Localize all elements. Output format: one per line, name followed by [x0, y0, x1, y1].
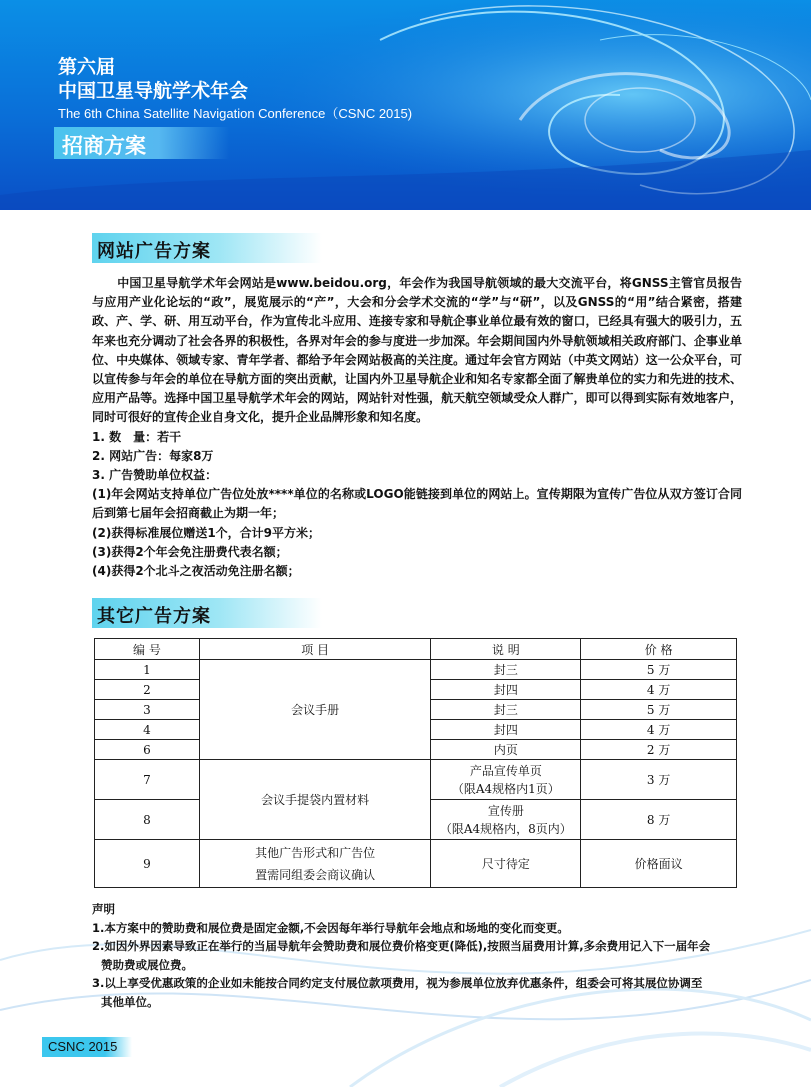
description-line: 产品宣传单页: [469, 763, 542, 778]
table-row: [95, 760, 737, 800]
item-line: 其他广告形式和广告位: [255, 845, 376, 860]
cell-number: 2: [95, 680, 200, 700]
note-item: 1.本方案中的赞助费和展位费是固定金额,不会因每年举行导航年会地点和场地的变化而变更。: [92, 920, 569, 935]
cell-price: 5 万: [581, 660, 737, 680]
ads-pricing-table: [94, 638, 737, 888]
header-number: 编 号: [95, 639, 200, 660]
cell-price: 2 万: [581, 740, 737, 760]
cell-description: 封四: [431, 680, 581, 700]
list-item: (1)年会网站支持单位广告位处放****单位的名称或LOGO能链接到单位的网站上。宣传期限为宣传广告位从双方签订合同后到第七届年会招商截止为期一年；: [92, 487, 742, 521]
cell-price: 8 万: [581, 800, 737, 840]
section-title-label: 其它广告方案: [97, 606, 211, 627]
cell-item: [199, 840, 431, 888]
table-header-row: [95, 639, 737, 660]
cell-number: 7: [95, 760, 200, 800]
description-line: （限A4规格内，8页内）: [439, 821, 572, 836]
document-tag: [54, 127, 229, 159]
note-item-continued: 其他单位。: [101, 994, 159, 1009]
document-tag-label: 招商方案: [62, 134, 146, 158]
cell-item-group: 会议手册: [199, 660, 431, 760]
cell-number: 6: [95, 740, 200, 760]
notes-heading: 声明: [92, 902, 115, 916]
cell-number: 8: [95, 800, 200, 840]
footer-label-bar: [42, 1037, 132, 1057]
list-item: (3)获得2个年会免注册费代表名额；: [92, 544, 288, 559]
cell-number: 1: [95, 660, 200, 680]
table-row: [95, 660, 737, 680]
cell-price: 3 万: [581, 760, 737, 800]
cell-price: 4 万: [581, 680, 737, 700]
section-title-website-ads: [92, 233, 322, 263]
cell-number: 9: [95, 840, 200, 888]
website-ads-body: [92, 274, 742, 581]
list-item: 1. 数 量：若干: [92, 429, 182, 444]
intro-paragraph: 中国卫星导航学术年会网站是www.beidou.org，年会作为我国导航领域的最大交流平台，将GNSS主管官员报告与应用产业化论坛的“政”，展览展示的“产”，大会和分会学术交流的“学”与“研”，以及GNSS的“用”结合紧密，搭建政、产、学、研、用互动平台，作为宣传北斗应用、连接专家和导航企事业单位最有效的窗口，已经具有强大的吸引力，五年来也充分调动了社会各界的积极性，各界对年会的参与度进一步加深。年会期间国内外导航领域相关政府部门、企事业单位、中央媒体、领域专家、青年学者、都给予年会网站极高的关注度。通过年会官方网站（中英文网站）这一公众平台，可以宣传参与年会的单位在导航方面的突出贡献，让国内外卫星导航企业和知名专家都全面了解贵单位的实力和先进的技术、应用产品等。选择中国卫星导航学术年会的网站，网站针对性强，航天航空领域受众人群广，即可以得到实际有效地客户，同时可很好的宣传企业自身文化，提升企业品牌形象和知名度。: [92, 276, 742, 425]
list-item: 2. 网站广告：每家8万: [92, 448, 214, 463]
description-line: 宣传册: [487, 803, 524, 818]
disclaimer-notes: [92, 900, 752, 1011]
cell-price: 5 万: [581, 700, 737, 720]
conference-title-english: The 6th China Satellite Navigation Conference（CSNC 2015): [58, 106, 413, 121]
cell-number: 4: [95, 720, 200, 740]
footer-label: CSNC 2015: [48, 1039, 118, 1054]
cell-description: [431, 800, 581, 840]
note-item: 3.以上享受优惠政策的企业如未能按合同约定支付展位款项费用，视为参展单位放弃优惠条件，组委会可将其展位协调至: [92, 976, 703, 990]
section-title-other-ads: [92, 598, 322, 628]
header-banner: [0, 0, 811, 210]
note-item: 2.如因外界因素导致正在举行的当届导航年会赞助费和展位费价格变更(降低),按照当届费用计算,多余费用记入下一届年会: [92, 939, 711, 953]
cell-description: 尺寸待定: [431, 840, 581, 888]
cell-description: 封三: [431, 700, 581, 720]
list-item: (2)获得标准展位赠送1个，合计9平方米；: [92, 525, 321, 540]
item-line: 置需同组委会商议确认: [255, 867, 376, 882]
cell-description: 封四: [431, 720, 581, 740]
cell-item-group: 会议手提袋内置材料: [199, 760, 431, 840]
cell-description: [431, 760, 581, 800]
header-description: 说 明: [431, 639, 581, 660]
cell-number: 3: [95, 700, 200, 720]
edition-title: 第六届: [58, 56, 116, 78]
list-item: (4)获得2个北斗之夜活动免注册名额；: [92, 564, 300, 579]
table-row: [95, 840, 737, 888]
cell-description: 封三: [431, 660, 581, 680]
note-item-continued: 赞助费或展位费。: [101, 957, 193, 972]
cell-description: 内页: [431, 740, 581, 760]
cell-price: 价格面议: [581, 840, 737, 888]
section-title-label: 网站广告方案: [97, 241, 211, 262]
description-line: （限A4规格内1页）: [451, 781, 560, 796]
list-item: 3. 广告赞助单位权益：: [92, 468, 218, 483]
header-price: 价 格: [581, 639, 737, 660]
cell-price: 4 万: [581, 720, 737, 740]
header-item: 项 目: [199, 639, 431, 660]
conference-title: 中国卫星导航学术年会: [58, 80, 249, 102]
